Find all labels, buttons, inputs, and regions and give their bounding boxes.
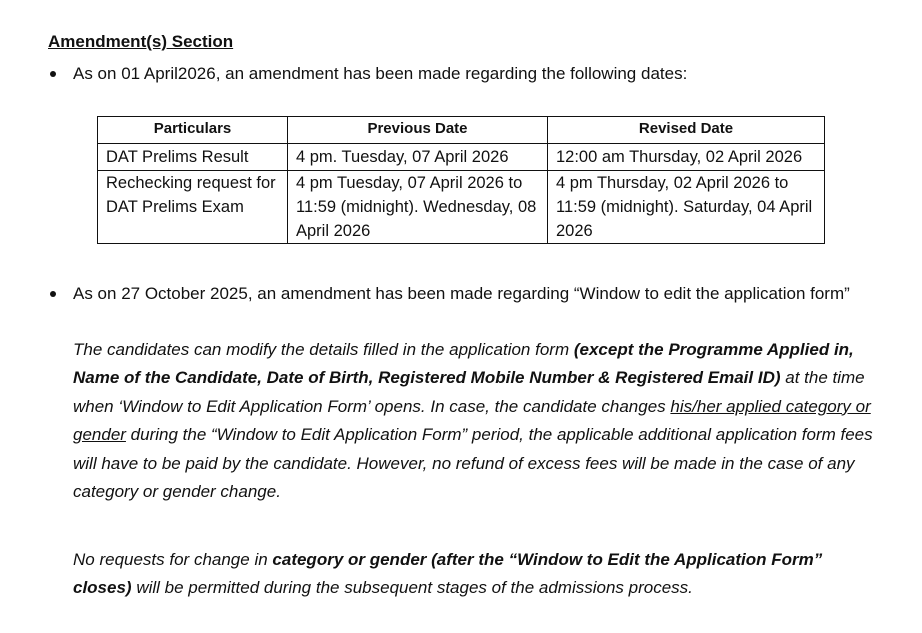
table-cell: 4 pm Tuesday, 07 April 2026 to 11:59 (midnight). Wednesday, 08 April 2026 [288, 171, 548, 244]
table-row [98, 171, 825, 244]
bullet-text: As on 27 October 2025, an amendment has been made regarding “Window to edit the application form” [73, 284, 850, 303]
text-span: The candidates can modify the details filled in the application form [73, 340, 574, 359]
bullet-text: As on 01 April2026, an amendment has been made regarding the following dates: [73, 64, 688, 83]
section-heading: Amendment(s) Section [48, 32, 234, 51]
exceptions-text: (except the Programme Applied in, Name of the Candidate, Date of Birth, Registered Mobile Number & Registered Email ID) [73, 340, 854, 388]
table-cell: 4 pm Thursday, 02 April 2026 to 11:59 (midnight). Saturday, 04 April 2026 [548, 171, 825, 244]
bullet-icon [50, 71, 56, 77]
column-header: Previous Date [288, 117, 548, 144]
table-header-row [98, 117, 825, 144]
category-gender-bold-text: category or gender (after the “Window to Edit the Application Form” closes) [73, 550, 823, 598]
no-change-paragraph [73, 546, 878, 603]
column-header: Revised Date [548, 117, 825, 144]
column-header: Particulars [98, 117, 288, 144]
table-cell: DAT Prelims Result [98, 144, 288, 171]
text-span: will be permitted during the subsequent stages of the admissions process. [131, 578, 693, 598]
text-span: No requests for change in [73, 550, 273, 569]
table-cell: 4 pm. Tuesday, 07 April 2026 [288, 144, 548, 171]
table-row [98, 144, 825, 171]
category-gender-text: his/her applied category or gender [73, 396, 871, 445]
text-span: at the time when ‘Window to Edit Application Form’ opens. In case, the candidate changes [73, 368, 865, 416]
edit-window-paragraph [73, 336, 878, 506]
text-span: during the “Window to Edit Application Form” period, the applicable additional application form fees will have to be paid by the candidate. However, no refund of excess fees will be made in the case of any category or gender change. [73, 425, 873, 502]
table-cell: Rechecking request for DAT Prelims Exam [98, 171, 288, 244]
bullet-icon [50, 291, 56, 297]
amendment-dates-table [97, 116, 825, 244]
table-cell: 12:00 am Thursday, 02 April 2026 [548, 144, 825, 171]
